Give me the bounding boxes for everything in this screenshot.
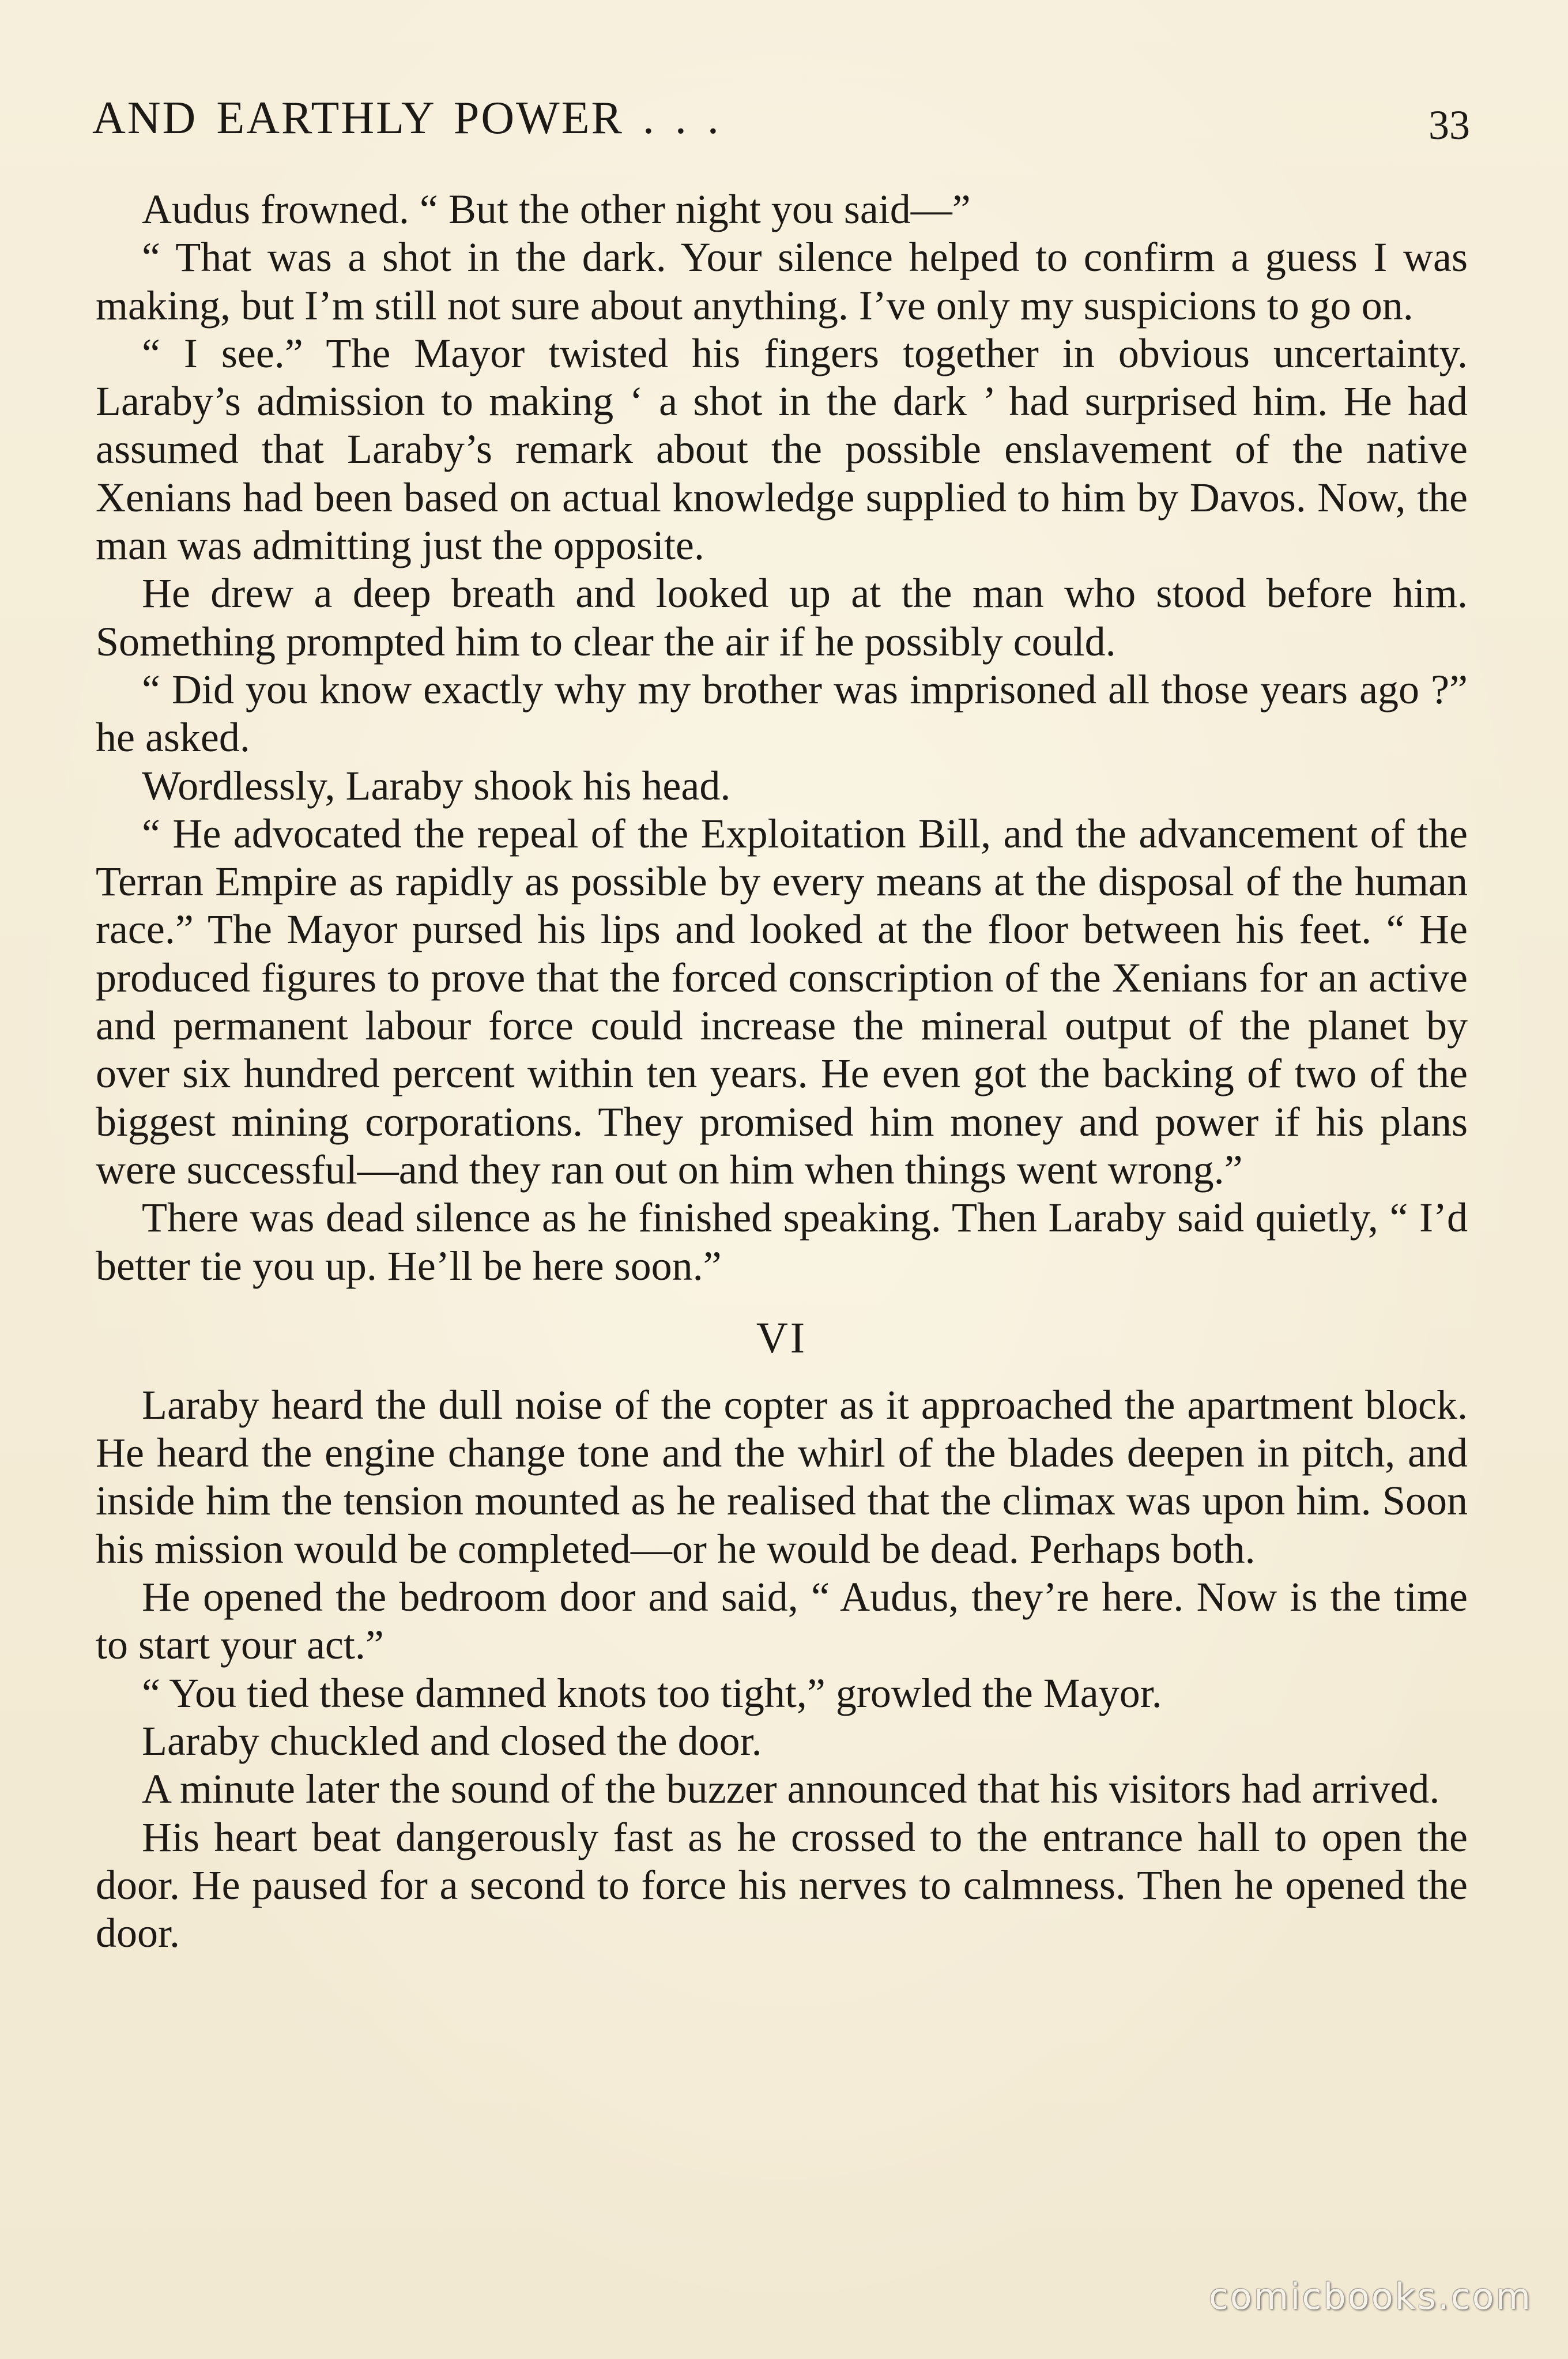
page-number: 33 [1428, 102, 1470, 148]
paragraph: “ He advocated the repeal of the Exploitation Bill, and the advancement of the Terran Empire as rapidly as possible by every means at the disposal of the human race.” The Mayor pursed his lips and looked at the floor between his feet. “ He produced figures to prove that the forced conscription of the Xenians for an active and permanent labour force could increase the mineral output of the planet by over six hundred percent within ten years. He even got the backing of two of the biggest mining corporations. They promised him money and power if his plans were successful—and they ran out on him when things went wrong.” [96, 810, 1468, 1193]
paragraph: A minute later the sound of the buzzer announced that his visitors had arrived. [142, 1766, 1440, 1812]
paragraph: “ You tied these damned knots too tight,” growled the Mayor. [142, 1670, 1162, 1716]
paragraph: Audus frowned. “ But the other night you said—” [142, 186, 971, 232]
chapter-heading: VI [756, 1313, 808, 1362]
running-title: AND EARTHLY POWER . . . [92, 93, 721, 144]
running-head [92, 86, 1470, 150]
paragraph: He opened the bedroom door and said, “ Audus, they’re here. Now is the time to start your act.” [96, 1574, 1468, 1668]
paragraph: He drew a deep breath and looked up at the man who stood before him. Something prompted him to clear the air if he possibly could. [96, 570, 1468, 665]
paragraph: Wordlessly, Laraby shook his head. [142, 762, 731, 809]
paragraph: “ Did you know exactly why my brother was imprisoned all those years ago ?” he asked. [96, 666, 1468, 761]
body-text [96, 186, 1468, 1957]
paragraph: There was dead silence as he finished speaking. Then Laraby said quietly, “ I’d better tie you up. He’ll be here soon.” [96, 1194, 1468, 1289]
paragraph: “ I see.” The Mayor twisted his fingers together in obvious uncertainty. Laraby’s admission to making ‘ a shot in the dark ’ had surprised him. He had assumed that Laraby’s remark about the possible enslavement of the native Xenians had been based on actual knowledge supplied to him by Davos. Now, the man was admitting just the opposite. [96, 330, 1468, 569]
paragraph: “ That was a shot in the dark. Your silence helped to confirm a guess I was making, but I’m still not sure about anything. I’ve only my suspicions to go on. [96, 234, 1468, 329]
paragraph: Laraby heard the dull noise of the copter as it approached the apartment block. He heard the engine change tone and the whirl of the blades deepen in pitch, and inside him the tension mounted as he realised that the climax was upon him. Soon his mission would be completed—or he would be dead. Perhaps both. [96, 1381, 1468, 1572]
paragraph: His heart beat dangerously fast as he crossed to the entrance hall to open the door. He paused for a second to force his nerves to calmness. Then he opened the door. [96, 1814, 1468, 1957]
watermark: comicbooks.com [1208, 2275, 1532, 2317]
paragraph: Laraby chuckled and closed the door. [142, 1717, 762, 1764]
